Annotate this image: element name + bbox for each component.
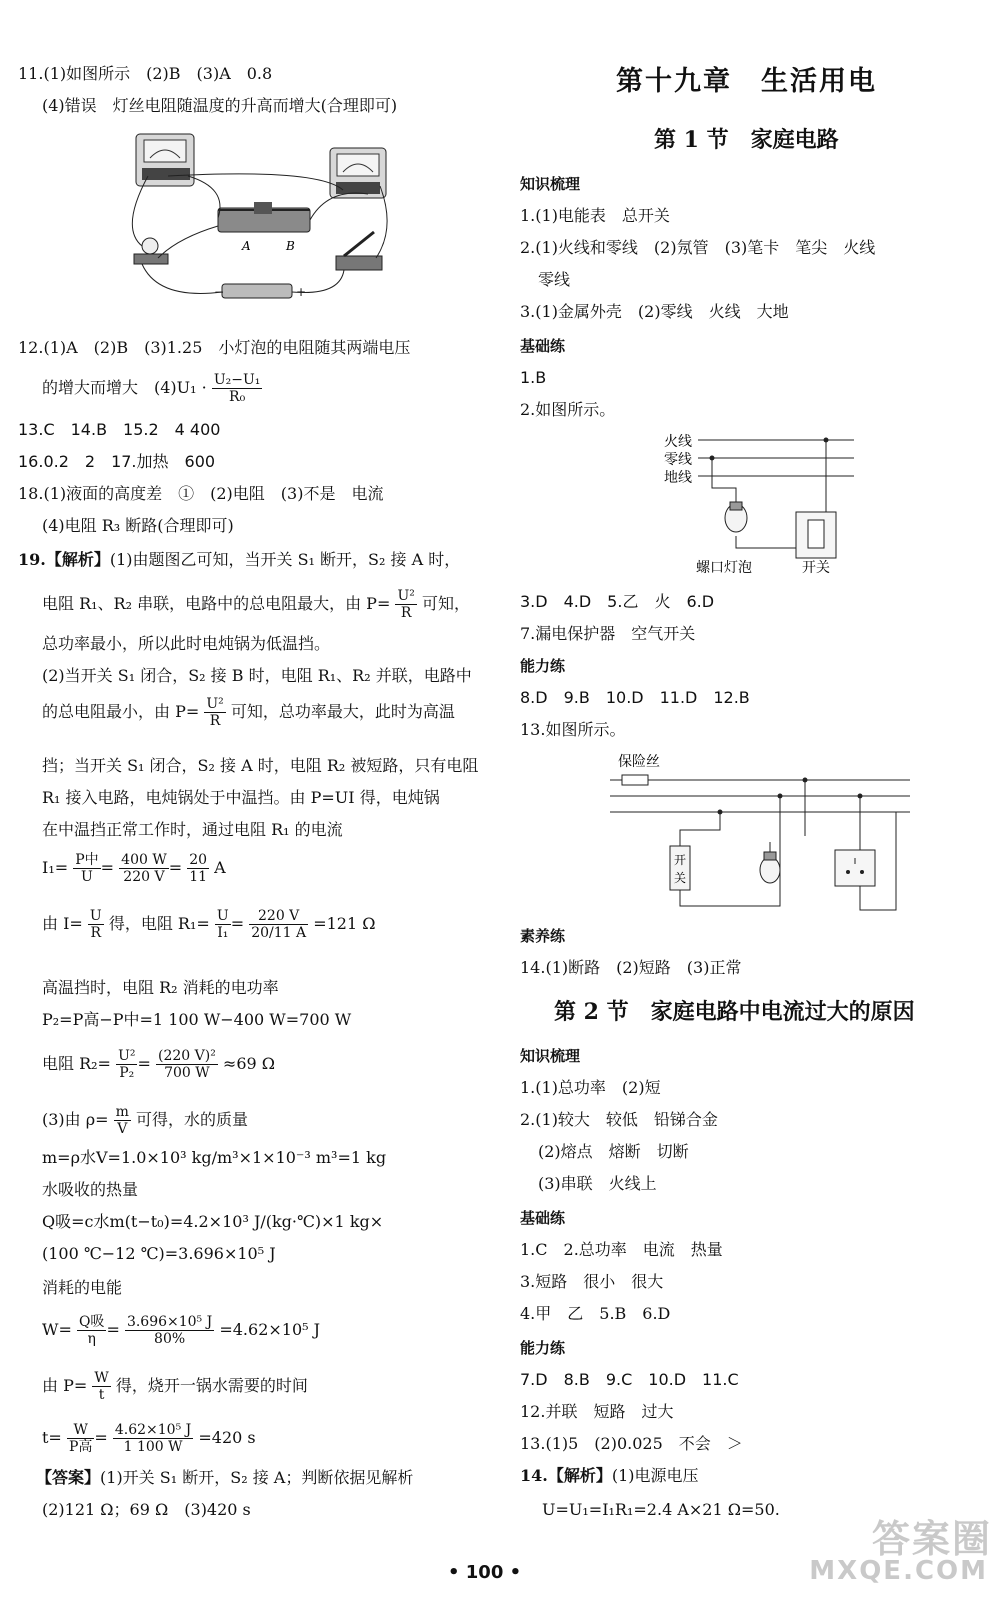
heading-basic-2: 基础练 <box>520 1209 566 1227</box>
s2-ability-14: 14.【解析】(1)电源电压 <box>520 1466 699 1485</box>
wiring-diagram-fuse <box>610 750 920 918</box>
answer-19-line11: 消耗的电能 <box>42 1278 123 1297</box>
answer-12-line1: 12.(1)A (2)B (3)1.25 小灯泡的电阻随其两端电压 <box>18 338 411 357</box>
answer-11-line2: (4)错误 灯丝电阻随温度的升高而增大(合理即可) <box>42 96 398 115</box>
equation-density: (3)由 ρ= $\frac{m}{V}$ 可得，水的质量 <box>42 1104 249 1137</box>
svg-text:火线: 火线 <box>664 434 692 450</box>
answer-19-line5: 的总电阻最小，由 P= $\frac{\text{U²}}{R}$ 可知，总功率最大，此时为高温 <box>42 696 455 729</box>
s2-item-2b: (2)熔点 熔断 切断 <box>538 1142 689 1161</box>
experiment-circuit-figure <box>118 128 398 308</box>
s1-basic-7: 7.漏电保护器 空气开关 <box>520 624 696 643</box>
answer-19-final-line1: 【答案】(1)开关 S₁ 断开，S₂ 接 A；判断依据见解析 <box>36 1468 414 1487</box>
switch-icon <box>336 256 382 270</box>
svg-text:−: − <box>214 285 225 299</box>
equation-power: P₂=P高−P中=1 100 W−400 W=700 W <box>42 1010 352 1029</box>
svg-text:关: 关 <box>674 871 687 885</box>
s1-item-1: 1.(1)电能表 总开关 <box>520 206 670 225</box>
equation-energy: W= $\frac{\text{Q吸}}{\eta}$ = $\frac{\text{3.696×10⁵ J}}{80\%}$ =4.62×10⁵ J <box>42 1314 321 1347</box>
s1-literacy-14: 14.(1)断路 (2)短路 (3)正常 <box>520 958 742 977</box>
s1-basic-2: 2.如图所示。 <box>520 400 616 419</box>
answer-18-line2: (4)电阻 R₃ 断路(合理即可) <box>42 516 234 535</box>
wiring-diagram-bulb-switch <box>656 428 856 578</box>
socket-icon <box>835 850 875 886</box>
s2-item-2a: 2.(1)较大 较低 铅锑合金 <box>520 1110 718 1129</box>
svg-text:开: 开 <box>674 853 687 867</box>
svg-text:地线: 地线 <box>664 470 692 486</box>
s2-item-2c: (3)串联 火线上 <box>538 1174 657 1193</box>
bulb-icon <box>760 857 780 883</box>
page-number: • 100 • <box>448 1562 522 1583</box>
watermark-logo: 答案圈 <box>871 1517 992 1561</box>
answer-16-17: 16.0.2 2 17.加热 600 <box>18 452 216 471</box>
s1-item-3: 3.(1)金属外壳 (2)零线 火线 大地 <box>520 302 789 321</box>
bulb-icon <box>142 238 158 254</box>
s2-ability-answers: 7.D 8.B 9.C 10.D 11.C <box>520 1370 739 1389</box>
answer-19-line7: R₁ 接入电路，电炖锅处于中温挡。由 P=UI 得，电炖锅 <box>42 788 440 807</box>
answer-19-line1: 19.【解析】(1)由题图乙可知，当开关 S₁ 断开，S₂ 接 A 时， <box>18 550 461 569</box>
s2-basic-1: 1.C 2.总功率 电流 热量 <box>520 1240 723 1259</box>
equation-time-setup: 由 P= $\frac{W}{t}$ 得，烧开一锅水需要的时间 <box>42 1370 308 1403</box>
fuse-icon <box>622 775 648 785</box>
answer-19-line4: (2)当开关 S₁ 闭合，S₂ 接 B 时，电阻 R₁、R₂ 并联，电路中 <box>42 666 472 685</box>
section-2-title: 第 2 节 家庭电路中电流过大的原因 <box>554 999 915 1025</box>
svg-text:螺口灯泡: 螺口灯泡 <box>696 560 752 576</box>
heading-knowledge-1: 知识梳理 <box>520 175 581 193</box>
equation-r2: 电阻 R₂= $\frac{\text{U²}}{\text{P₂}}$ = $\frac{\text{(220 V)²}}{700 W}$ ≈69 Ω <box>42 1048 276 1081</box>
svg-text:A: A <box>242 239 251 253</box>
heading-ability-2: 能力练 <box>520 1339 566 1357</box>
s1-item-2a: 2.(1)火线和零线 (2)氖管 (3)笔卡 笔尖 火线 <box>520 238 876 257</box>
answer-19-line9: 高温挡时，电阻 R₂ 消耗的电功率 <box>42 978 279 997</box>
answer-18-line1: 18.(1)液面的高度差 ① (2)电阻 (3)不是 电流 <box>18 484 384 503</box>
s1-ability-answers: 8.D 9.B 10.D 11.D 12.B <box>520 688 750 707</box>
s1-basic-3: 3.D 4.D 5.乙 火 6.D <box>520 592 715 611</box>
s1-basic-1: 1.B <box>520 368 547 387</box>
heading-knowledge-2: 知识梳理 <box>520 1047 581 1065</box>
s2-ability-13: 13.(1)5 (2)0.025 不会 ＞ <box>520 1434 743 1453</box>
s2-basic-3: 3.短路 很小 很大 <box>520 1272 664 1291</box>
answer-13-15: 13.C 14.B 15.2 4 400 <box>18 420 221 439</box>
s2-ability-12: 12.并联 短路 过大 <box>520 1402 674 1421</box>
equation-current: I₁= $\frac{\text{P中}}{U}$ = $\frac{400 W}{220 V}$ = $\frac{20}{11}$ A <box>42 852 226 885</box>
equation-heat-1: Q吸=c水m(t−t₀)=4.2×10³ J/(kg·℃)×1 kg× <box>42 1212 384 1231</box>
s1-item-2b: 零线 <box>538 270 571 289</box>
s1-ability-13: 13.如图所示。 <box>520 720 626 739</box>
answer-19-line6: 挡；当开关 S₁ 闭合，S₂ 接 A 时，电阻 R₂ 被短路，只有电阻 <box>42 756 479 775</box>
svg-text:保险丝: 保险丝 <box>618 754 660 770</box>
battery-icon <box>222 284 292 298</box>
s2-basic-4: 4.甲 乙 5.B 6.D <box>520 1304 671 1323</box>
equation-mass: m=ρ水V=1.0×10³ kg/m³×1×10⁻³ m³=1 kg <box>42 1148 387 1167</box>
heading-literacy-1: 素养练 <box>520 927 566 945</box>
svg-text:B: B <box>286 239 295 253</box>
watermark-url: MXQE.COM <box>809 1556 988 1586</box>
svg-text:开关: 开关 <box>802 560 830 576</box>
equation-time: t= $\frac{W}{\text{P高}}$ = $\frac{\text{4.62×10⁵ J}}{1 100 W}$ =420 s <box>42 1422 256 1455</box>
answer-19-line10: 水吸收的热量 <box>42 1180 139 1199</box>
answer-19-line3: 总功率最小，所以此时电炖锅为低温挡。 <box>42 634 331 653</box>
answer-19-line2: 电阻 R₁、R₂ 串联，电路中的总电阻最大，由 P= $\frac{\text{U²}}{R}$ 可知， <box>42 588 470 621</box>
s2-ability-14-eq: U=U₁=I₁R₁=2.4 A×21 Ω=50. <box>542 1500 780 1519</box>
chapter-title: 第十九章 生活用电 <box>616 66 877 97</box>
equation-resistance: 由 I= $\frac{U}{R}$ 得，电阻 R₁= $\frac{U}{\text{I₁}}$ = $\frac{220 V}{20/11 A}$ =121 Ω <box>42 908 376 941</box>
svg-text:+: + <box>296 285 307 299</box>
equation-heat-2: (100 ℃−12 ℃)=3.696×10⁵ J <box>42 1244 276 1263</box>
answer-19-line8: 在中温挡正常工作时，通过电阻 R₁ 的电流 <box>42 820 343 839</box>
s2-item-1: 1.(1)总功率 (2)短 <box>520 1078 661 1097</box>
answer-12-line2: 的增大而增大 (4)U₁ · $\frac{\text{U₂−U₁}}{\text{R₀}}$ <box>42 372 261 405</box>
section-1-title: 第 1 节 家庭电路 <box>654 127 839 153</box>
heading-basic-1: 基础练 <box>520 337 566 355</box>
answer-11-line1: 11.(1)如图所示 (2)B (3)A 0.8 <box>18 64 273 83</box>
svg-text:零线: 零线 <box>664 452 692 468</box>
heading-ability-1: 能力练 <box>520 657 566 675</box>
answer-19-final-line2: (2)121 Ω；69 Ω (3)420 s <box>42 1500 251 1519</box>
